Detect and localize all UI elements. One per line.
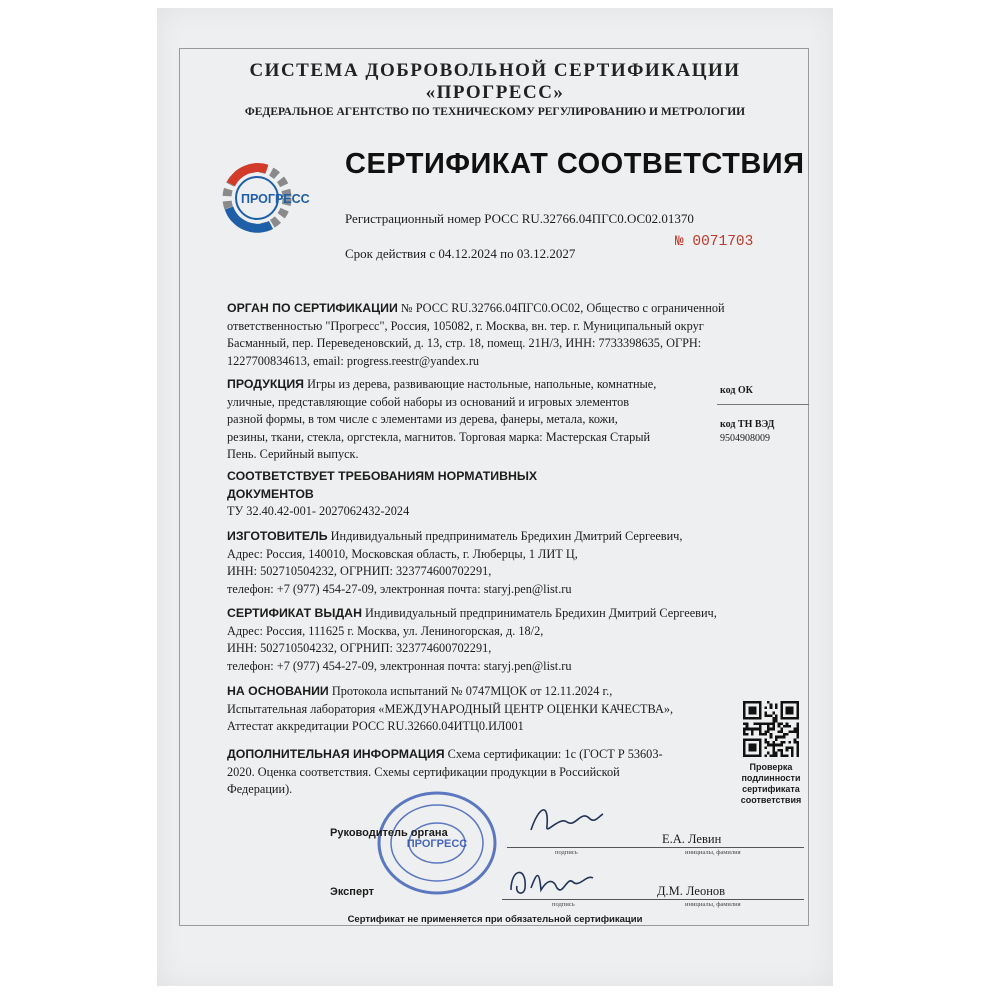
logo-text: ПРОГРЕСС: [241, 192, 310, 206]
section-text: Адрес: Россия, 111625 г. Москва, ул. Лениногорская, д. 18/2,: [227, 623, 544, 638]
head-role-label: Руководитель органа: [330, 827, 448, 839]
serial-number: № 0071703: [675, 234, 754, 250]
expert-name-caption: инициалы, фамилия: [685, 901, 741, 908]
basis-section: [227, 683, 687, 736]
section-label: ОРГАН ПО СЕРТИФИКАЦИИ: [227, 301, 398, 315]
section-text: Индивидуальный предприниматель Бредихин Дмитрий Сергеевич,: [327, 529, 683, 543]
section-text: ТУ 32.40.42-001- 2027062432-2024: [227, 504, 410, 518]
section-label: ПРОДУКЦИЯ: [227, 377, 305, 391]
section-text: Индивидуальный предприниматель Бредихин Дмитрий Сергеевич,: [361, 606, 717, 620]
okp-label: код ОК: [720, 385, 753, 396]
expert-name: Д.М. Леонов: [657, 884, 726, 898]
product-section: [227, 376, 657, 464]
certificate-sheet: [157, 8, 833, 986]
section-text: телефон: +7 (977) 454-27-09, электронная почта: staryj.pen@list.ru: [227, 581, 572, 596]
expert-role-label: Эксперт: [330, 886, 375, 898]
system-title: СИСТЕМА ДОБРОВОЛЬНОЙ СЕРТИФИКАЦИИ: [249, 60, 741, 81]
system-name: «ПРОГРЕСС»: [425, 82, 565, 103]
head-signature-caption: подпись: [555, 849, 578, 856]
head-signature: [525, 796, 605, 840]
section-text: Схема сертификации: 1с (ГОСТ Р 53603-2020. Оценка соответствия. Схемы сертификации продукции в Российской Федерации).: [227, 747, 663, 796]
stamp-center-text: ПРОГРЕСС: [406, 838, 468, 850]
expert-signature: [507, 856, 597, 900]
qr-caption: Проверка подлинности сертификата соответствия: [740, 762, 802, 805]
section-text: Адрес: Россия, 140010, Московская область, г. Люберцы, 1 ЛИТ Ц,: [227, 546, 578, 561]
agency-title: ФЕДЕРАЛЬНОЕ АГЕНТСТВО ПО ТЕХНИЧЕСКОМУ РЕГУЛИРОВАНИЮ И МЕТРОЛОГИИ: [244, 106, 746, 118]
head-signature-line: [507, 847, 627, 848]
registration-number: Регистрационный номер РОСС RU.32766.04ПГС0.ОС02.01370: [345, 211, 694, 226]
progress-gear-logo: [215, 156, 339, 240]
manufacturer-section: [227, 528, 747, 598]
issued-to-section: [227, 605, 747, 675]
section-text: телефон: +7 (977) 454-27-09, электронная почта: staryj.pen@list.ru: [227, 658, 572, 673]
tnved-value: 9504908009: [720, 433, 770, 444]
head-name: Е.А. Левин: [662, 832, 722, 846]
section-text: ИНН: 502710504232, ОГРНИП: 323774600702291,: [227, 641, 492, 655]
footer-note: Сертификат не применяется при обязательной сертификации: [347, 914, 643, 925]
code-divider: [717, 404, 809, 405]
okp-code-box: [720, 384, 805, 398]
head-name-caption: инициалы, фамилия: [685, 849, 741, 856]
tnved-label: код ТН ВЭД: [720, 419, 775, 430]
certificate-title: СЕРТИФИКАТ СООТВЕТСТВИЯ: [345, 148, 805, 180]
expert-signature-caption: подпись: [552, 901, 575, 908]
section-label: СООТВЕТСТВУЕТ ТРЕБОВАНИЯМ НОРМАТИВНЫХ ДОКУМЕНТОВ: [227, 469, 538, 501]
section-label: ИЗГОТОВИТЕЛЬ: [227, 529, 328, 543]
qr-code[interactable]: [743, 701, 799, 757]
head-name-line: [619, 847, 804, 848]
conformity-section: [227, 468, 607, 521]
section-text: Игры из дерева, развивающие настольные, напольные, комнатные, уличные, представляющие собой наборы из оснований и игровых элементов разной формы, в том числе с элементами из дерева, фанеры, метала, кожи, резины, ткани, стекла, оргстекла, магнитов. Торговая марка: Мастерская Старый Пень. Серийный выпуск.: [227, 377, 657, 461]
certification-body-section: [227, 300, 747, 370]
section-label: ДОПОЛНИТЕЛЬНАЯ ИНФОРМАЦИЯ: [227, 747, 445, 761]
expert-name-line: [619, 899, 804, 900]
section-label: СЕРТИФИКАТ ВЫДАН: [227, 606, 362, 620]
tnved-code-box: [720, 418, 805, 446]
validity-period: Срок действия с 04.12.2024 по 03.12.2027: [345, 246, 576, 261]
section-text: № РОСС RU.32766.04ПГС0.ОС02, Общество с ограниченной ответственностью "Прогресс", Россия, 105082, г. Москва, вн. тер. г. Муниципальный округ Басманный, пер. Переведеновский, д. 13, стр. 18, помещ. 21Н/3, ИНН: 7733398635, ОГРН: 1227700834613, email: progress.reestr@yandex.ru: [227, 301, 725, 368]
section-label: НА ОСНОВАНИИ: [227, 684, 329, 698]
expert-signature-line: [502, 899, 627, 900]
section-text: ИНН: 502710504232, ОГРНИП: 323774600702291,: [227, 564, 492, 578]
section-text: Протокола испытаний № 0747МЦОК от 12.11.2024 г., Испытательная лаборатория «МЕЖДУНАРОДНЫЙ ЦЕНТР ОЦЕНКИ КАЧЕСТВА», Аттестат аккредитации РОСС RU.32660.04ИТЦ0.ИЛ001: [227, 684, 674, 733]
round-seal-stamp: [362, 788, 512, 898]
